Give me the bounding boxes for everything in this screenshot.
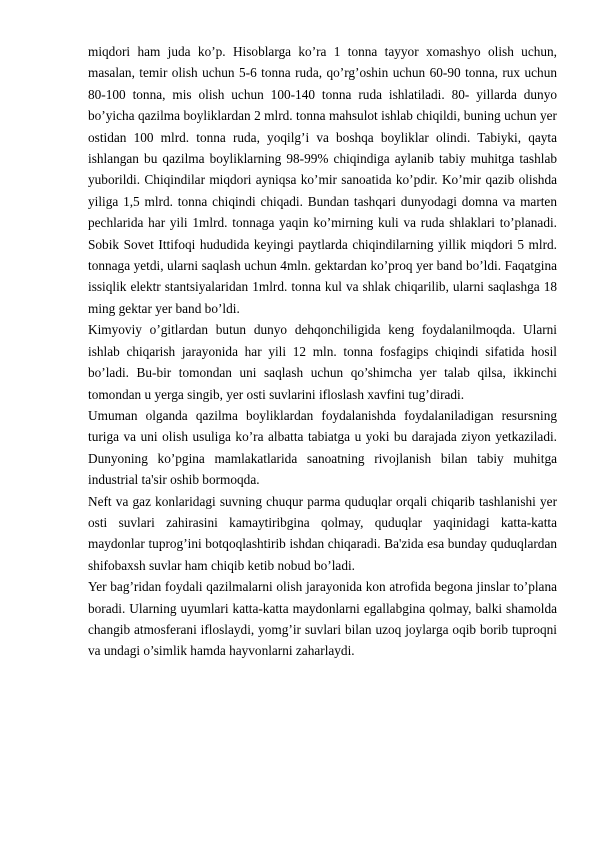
paragraph-mineral-usage: Umuman olganda qazilma boyliklardan foydalanishda foydalaniladigan resursning turiga va uni olish usuliga ko’ra albatta tabiatga u yoki bu darajada ziyon yetkaziladi. Dunyoning ko’pgina mamlakatlarida sanoatning rivojlanish bilan tabiy muhitga industrial ta'sir oshib bormoqda. bbox=[88, 407, 557, 488]
paragraph-waste-statistics: miqdori ham juda ko’p. Hisoblarga ko’ra 1 tonna tayyor xomashyo olish uchun, masalan, temir olish uchun 5-6 tonna ruda, qo’rg’oshin uchun 60-90 tonna, rux uchun 80-100 tonna, mis olish uchun 100-140 tonna ruda ishlatiladi. 80- yillarda dunyo bo’yicha qazilma boyliklardan 2 mlrd. tonna mahsulot ishlab chiqildi, buning uchun yer ostidan 100 mlrd. tonna ruda, yoqilg’i va boshqa boyliklar olindi. Tabiyki, qayta ishlangan bu qazilma boyliklarning 98-99% chiqindiga aylanib tabiy muhitga tashlab yuborildi. Chiqindilar miqdori ayniqsa ko’mir sanoatida ko’pdir. Ko’mir qazib olishda yiliga 1,5 mlrd. tonna chiqindi chiqadi. Bundan tashqari dunyodagi domna va marten pechlarida har yili 1mlrd. tonnaga yaqin ko’mirning kuli va ruda shlaklari to’planadi. Sobik Sovet Ittifoqi hududida keyingi paytlarda chiqindilarning yillik miqdori 5 mlrd. tonnaga yetdi, ularni saqlash uchun 4mln. gektardan ko’proq yer band bo’ldi. Faqatgina issiqlik elektr stantsiyalaridan 1mlrd. tonna kul va shlak chiqarilib, ularni saqlashga 18 ming gektar yer band bo’ldi. bbox=[88, 44, 557, 316]
paragraph-oil-gas: Neft va gaz konlaridagi suvning chuqur parma quduqlar orqali chiqarib tashlanishi yer osti suvlari zahirasini kamaytiribgina qolmay, quduqlar yaqinidagi katta-katta maydonlar tuprog’ini botqoqlashtirib ishdan chiqaradi. Ba'zida esa bunday quduqlardan shifobaxsh suvlar ham chiqib ketib nobud bo’ladi. bbox=[88, 493, 557, 573]
body-text bbox=[88, 41, 557, 662]
paragraph-waste-rock: Yer bag’ridan foydali qazilmalarni olish jarayonida kon atrofida begona jinslar to’plana boradi. Ularning uyumlari katta-katta maydonlarni egallabgina qolmay, balki shamolda changib atmosferani ifloslaydi, yomg’ir suvlari bilan uzoq joylarga oqib borib tuproqni va undagi o’simlik hamda hayvonlarni zaharlaydi. bbox=[88, 579, 557, 659]
paragraph-fertilizers: Kimyoviy o’gitlardan butun dunyo dehqonchiligida keng foydalanilmoqda. Ularni ishlab chiqarish jarayonida har yili 12 mln. tonna fosfagips chiqindi sifatida hosil bo’ladi. Bu-bir tomondan uni saqlash uchun qo’shimcha yer talab qilsa, ikkinchi tomondan u yerga singib, yer osti suvlarini ifloslash xavfini tug’diradi. bbox=[88, 322, 557, 402]
